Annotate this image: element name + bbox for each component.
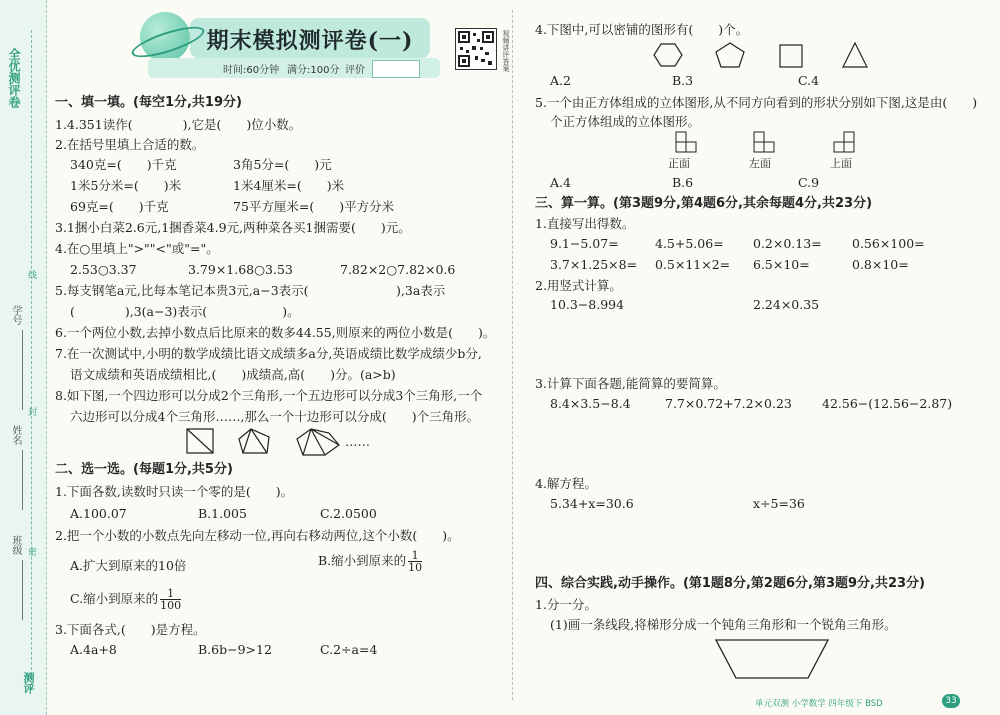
section-4-title: 四、综合实践,动手操作。(第1题8分,第2题6分,第3题9分,共23分) [535, 576, 926, 591]
view-label-front: 正面 [668, 157, 690, 170]
choice-5-option-c[interactable]: C.9 [798, 175, 820, 190]
trapezoid-figure[interactable] [712, 636, 832, 682]
class-label: 班级 [10, 535, 21, 555]
fraction-1-100: $\frac{1}{100}$ [160, 587, 182, 612]
q4-item: 2.53○3.37 [70, 262, 137, 277]
vertical-calc-item: 10.3−8.994 [550, 297, 625, 312]
hexagon-figure [297, 429, 339, 455]
time-limit: 时间:60分钟 [223, 65, 280, 76]
calc-4: 4.解方程。 [535, 476, 597, 491]
choice-3: 3.下面各式,( )是方程。 [55, 622, 206, 637]
q2-item: 1米4厘米=( )米 [233, 178, 345, 193]
question-1-2: 2.在括号里填上合适的数。 [55, 137, 205, 152]
question-1-3: 3.1捆小白菜2.6元,1捆香菜4.9元,两种菜各买1捆需要( )元。 [55, 220, 411, 235]
mental-item: 9.1−5.07= [550, 236, 619, 251]
choice-1-option-b[interactable]: B.1.005 [198, 506, 247, 521]
choice-5b: 个正方体组成的立体图形。 [550, 114, 701, 129]
mental-item: 0.8×10= [852, 257, 909, 272]
question-1-1: 1.4.351读作( ),它是( )位小数。 [55, 117, 302, 132]
pentagon-figure [239, 429, 269, 453]
view-label-top: 上面 [830, 157, 852, 170]
calc-1: 1.直接写出得数。 [535, 216, 635, 231]
qr-caption: 视频讲评答案 [502, 30, 510, 72]
column-divider [512, 10, 513, 700]
view-label-left: 左面 [749, 157, 771, 170]
question-1-6: 6.一个两位小数,去掉小数点后比原来的数多44.55,则原来的两位小数是( )。 [55, 325, 496, 340]
square-shape [780, 45, 802, 67]
class-line[interactable] [22, 560, 23, 620]
footer-text: 单元双测 小学数学 四年级下 BSD [755, 699, 883, 709]
q2-item: 75平方厘米=( )平方分米 [233, 199, 395, 214]
student-name-line[interactable] [22, 450, 23, 510]
equation-item: 5.34+x=30.6 [550, 496, 634, 511]
question-1-8b: 六边形可以分成4个三角形……,那么一个十边形可以分成( )个三角形。 [70, 409, 480, 424]
choice-4: 4.下图中,可以密铺的图形有( )个。 [535, 22, 749, 37]
practice-1: 1.分一分。 [535, 597, 597, 612]
fraction-1-10: $\frac{1}{10}$ [408, 549, 423, 574]
question-1-5b: ( ),3(a−3)表示( )。 [70, 304, 300, 319]
left-view [754, 132, 774, 152]
tiling-shapes [650, 40, 880, 70]
choice-5-option-a[interactable]: A.4 [550, 175, 571, 190]
choice-2-option-b[interactable] [318, 550, 422, 573]
mental-item: 3.7×1.25×8= [550, 257, 638, 272]
pentagon-shape [716, 43, 744, 67]
mental-item: 6.5×10= [753, 257, 810, 272]
evaluation-box[interactable] [372, 60, 420, 78]
triangle-shape [843, 43, 867, 67]
top-view [834, 132, 854, 152]
vertical-calc-item: 2.24×0.35 [753, 297, 820, 312]
hexagon-shape [654, 44, 682, 66]
simplify-item: 42.56−(12.56−2.87) [822, 396, 953, 411]
choice-3-option-b[interactable]: B.6b−9>12 [198, 642, 272, 657]
page-title: 期末模拟测评卷(一) [206, 28, 414, 54]
choice-2-option-c-text: C.缩小到原来的 [70, 591, 159, 606]
brand-label: 全优测评卷 [7, 48, 21, 108]
mental-item: 4.5+5.06= [655, 236, 724, 251]
question-1-7a: 7.在一次测试中,小明的数学成绩比语文成绩多a分,英语成绩比数学成绩少b分, [55, 346, 482, 361]
choice-2-option-a[interactable]: A.扩大到原来的10倍 [70, 558, 187, 573]
choice-3-option-c[interactable]: C.2÷a=4 [320, 642, 378, 657]
section-1-title: 一、填一填。(每空1分,共19分) [55, 95, 242, 110]
page-number: 33 [942, 694, 960, 708]
simplify-item: 7.7×0.72+7.2×0.23 [665, 396, 792, 411]
q4-item: 3.79×1.68○3.53 [188, 262, 293, 277]
practice-1-1: (1)画一条线段,将梯形分成一个钝角三角形和一个锐角三角形。 [550, 617, 897, 632]
student-name-label: 姓名 [10, 425, 21, 445]
calc-3: 3.计算下面各题,能简算的要简算。 [535, 376, 726, 391]
cut-mark-mi: 密 [28, 548, 38, 558]
question-1-7b: 语文成绩和英语成绩相比,( )成绩高,高( )分。(a>b) [70, 367, 396, 382]
full-score: 满分:100分 [287, 65, 340, 76]
section-2-title: 二、选一选。(每题1分,共5分) [55, 462, 233, 477]
front-view [676, 132, 696, 152]
calc-2: 2.用竖式计算。 [535, 278, 622, 293]
question-1-4: 4.在○里填上">""<"或"="。 [55, 241, 219, 256]
mental-item: 0.2×0.13= [753, 236, 822, 251]
question-1-5a: 5.每支钢笔a元,比每本笔记本贵3元,a−3表示( ),3a表示 [55, 283, 446, 298]
section-3-title: 三、算一算。(第3题9分,第4题6分,其余每题4分,共23分) [535, 196, 873, 211]
choice-1: 1.下面各数,读数时只读一个零的是( )。 [55, 484, 294, 499]
qr-code-icon[interactable] [455, 28, 497, 70]
q2-item: 1米5分米=( )米 [70, 178, 182, 193]
q2-item: 69克=( )千克 [70, 199, 169, 214]
cut-line [31, 30, 32, 690]
simplify-item: 8.4×3.5−8.4 [550, 396, 631, 411]
evaluation-label: 评价 [345, 65, 365, 76]
equation-item: x÷5=36 [753, 496, 805, 511]
choice-4-option-a[interactable]: A.2 [550, 73, 571, 88]
choice-1-option-a[interactable]: A.100.07 [70, 506, 127, 521]
q4-item: 7.82×2○7.82×0.6 [340, 262, 456, 277]
choice-5a: 5.一个由正方体组成的立体图形,从不同方向看到的形状分别如下图,这是由( ) [535, 95, 978, 110]
question-1-8a: 8.如下图,一个四边形可以分成2个三角形,一个五边形可以分成3个三角形,一个 [55, 388, 483, 403]
choice-4-option-b[interactable]: B.3 [672, 73, 694, 88]
q2-item: 340克=( )千克 [70, 157, 177, 172]
quadrilateral-figure [187, 429, 213, 453]
choice-3-option-a[interactable]: A.4a+8 [70, 642, 117, 657]
mental-item: 0.5×11×2= [655, 257, 731, 272]
choice-2: 2.把一个小数的小数点先向左移动一位,再向右移动两位,这个小数( )。 [55, 528, 460, 543]
q2-item: 3角5分=( )元 [233, 157, 332, 172]
choice-2-option-c[interactable] [70, 588, 181, 611]
choice-2-option-b-text: B.缩小到原来的 [318, 553, 407, 568]
cut-mark-feng: 封 [28, 408, 38, 418]
figure-ellipsis: …… [345, 434, 370, 449]
student-id-label: 学号 [10, 305, 21, 325]
choice-1-option-c[interactable]: C.2.0500 [320, 506, 377, 521]
corner-logo: 测评 [22, 672, 35, 694]
choice-4-option-c[interactable]: C.4 [798, 73, 820, 88]
mental-item: 0.56×100= [852, 236, 925, 251]
cut-mark-xian: 线 [28, 271, 38, 281]
choice-5-option-b[interactable]: B.6 [672, 175, 694, 190]
student-id-line[interactable] [22, 330, 23, 410]
